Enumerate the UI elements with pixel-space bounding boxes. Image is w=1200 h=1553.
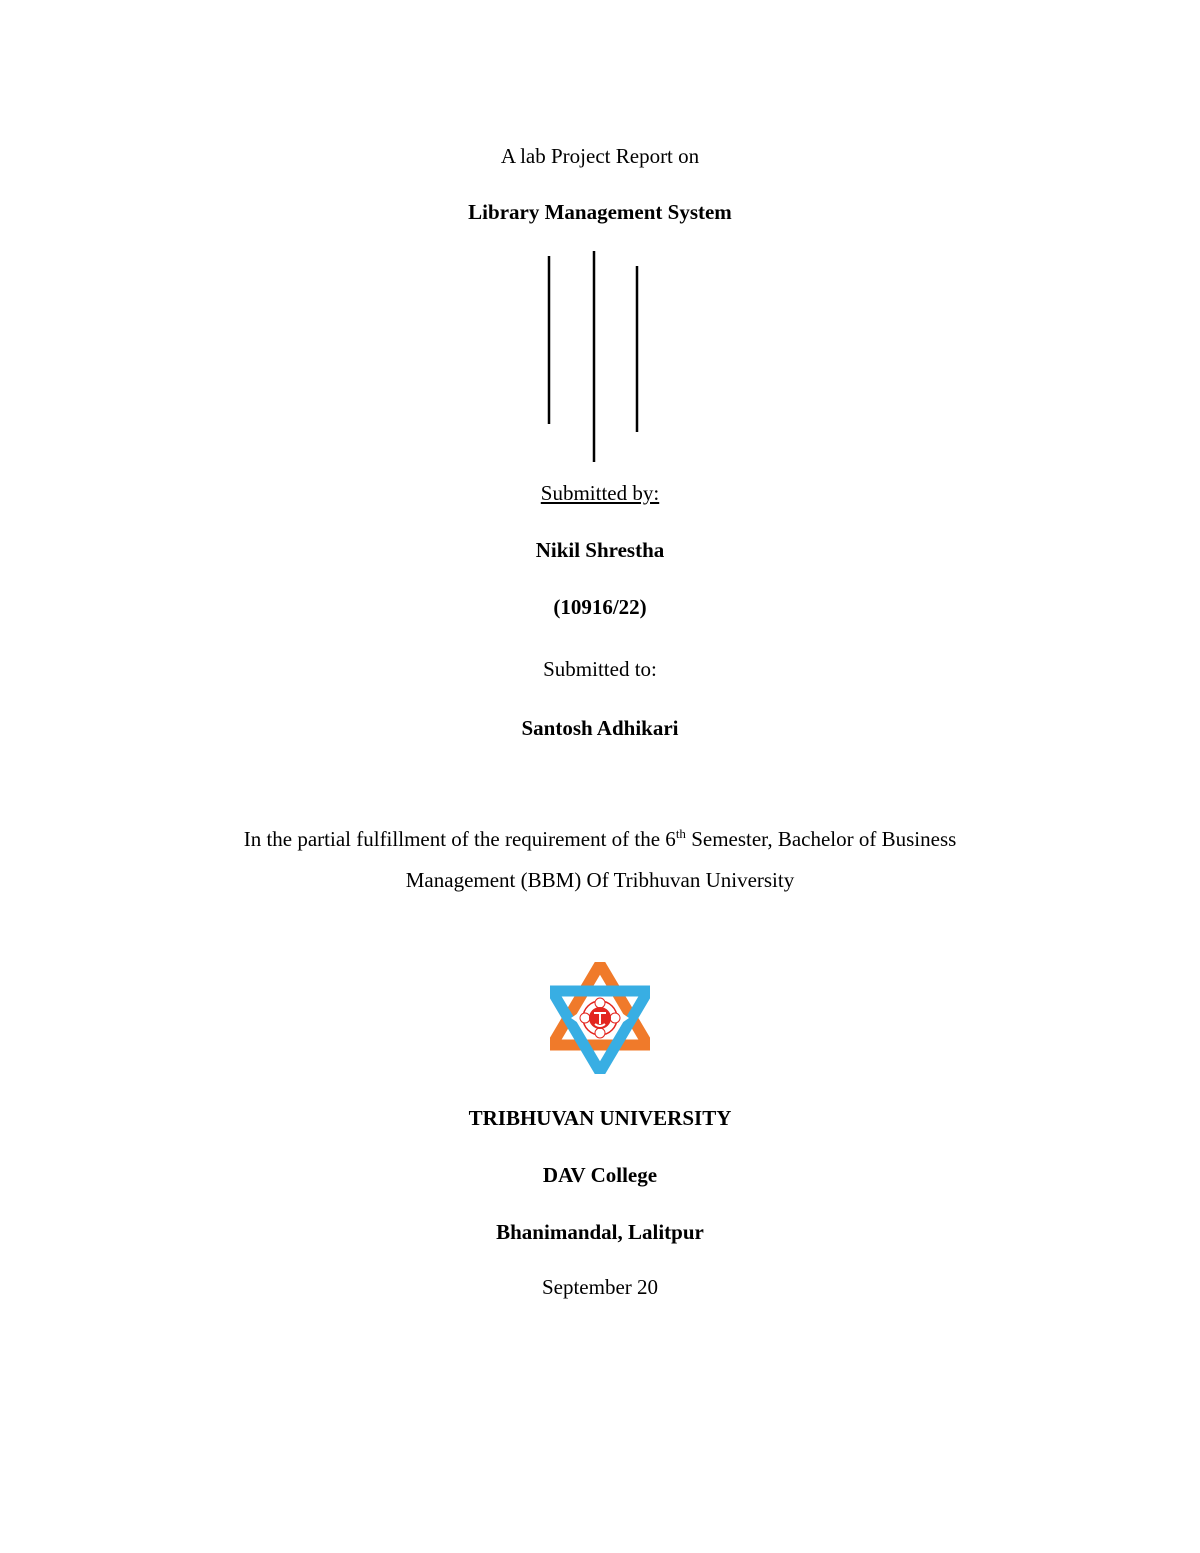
college-location: Bhanimandal, Lalitpur bbox=[496, 1220, 704, 1244]
submitted-by-label: Submitted by: bbox=[540, 481, 660, 505]
university-name: TRIBHUVAN UNIVERSITY bbox=[468, 1106, 732, 1130]
logo-petal-bottom bbox=[595, 1028, 605, 1038]
submission-date: September 20 bbox=[541, 1275, 659, 1299]
logo-petal-right bbox=[610, 1013, 620, 1023]
fulfillment-text-start: In the partial fulfillment of the requirement of the 6 bbox=[243, 827, 676, 851]
logo-petal-left bbox=[580, 1013, 590, 1023]
submitted-to-label: Submitted to: bbox=[543, 657, 657, 681]
student-id: (10916/22) bbox=[553, 595, 647, 619]
fulfillment-line-1 bbox=[0, 826, 1200, 852]
report-intro: A lab Project Report on bbox=[500, 144, 700, 168]
report-title: Library Management System bbox=[468, 200, 732, 224]
logo-petal-top bbox=[595, 998, 605, 1008]
supervisor-name: Santosh Adhikari bbox=[521, 716, 679, 740]
student-name: Nikil Shrestha bbox=[535, 538, 665, 562]
fulfillment-line-2: Management (BBM) Of Tribhuvan University bbox=[405, 868, 795, 892]
college-name: DAV College bbox=[542, 1163, 658, 1187]
tribhuvan-university-logo-icon bbox=[550, 962, 650, 1074]
fulfillment-text-end: Semester, Bachelor of Business bbox=[685, 827, 957, 851]
fulfillment-superscript: th bbox=[675, 826, 686, 841]
